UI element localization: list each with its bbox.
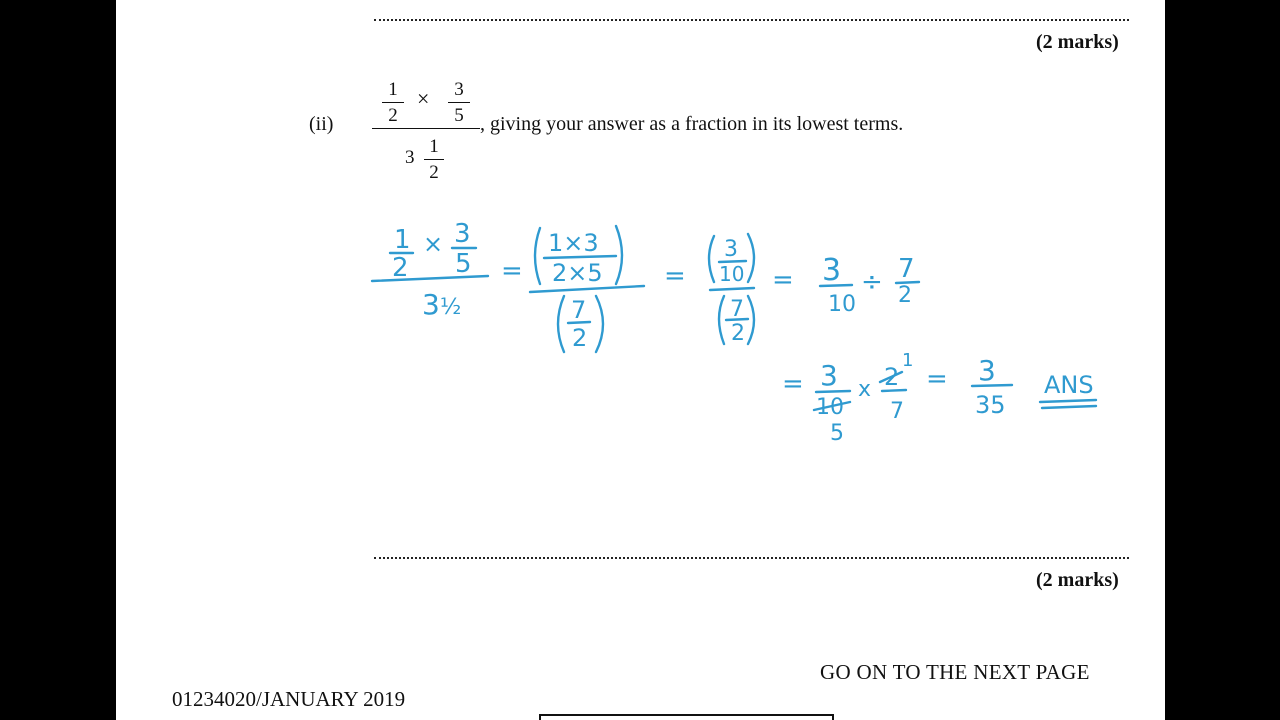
marks-label-top: (2 marks) [1036,31,1119,53]
hw-num-3: 3 [822,253,842,288]
go-on-label: GO ON TO THE NEXT PAGE [820,660,1090,684]
hw-paren [719,296,724,344]
answer-line-bottom [374,557,1129,559]
handwritten-working [116,0,1165,720]
marks-label-bottom: (2 marks) [1036,569,1119,591]
hw-bar [882,390,906,391]
hw-bar [820,285,852,286]
hw-den-7: 7 [890,399,904,424]
hw-result-num: 3 [978,354,996,387]
hw-paren [616,226,622,284]
denominator: 5 [454,105,464,126]
hw-den-5: 5 [830,421,844,446]
hw-half: ½ [440,295,462,320]
hw-paren [558,296,564,352]
hw-bar [726,319,748,320]
question-text: , giving your answer as a fraction in its lowest terms. [480,113,904,135]
hw-paren [748,296,754,344]
hw-bar [972,385,1012,386]
numerator: 1 [429,136,439,157]
hw-den-2: 2 [392,253,409,283]
hw-num-1: 1 [902,350,914,371]
hw-ans: ANS [1044,371,1094,399]
exam-page [116,0,1165,720]
hw-num-3: 3 [724,237,738,262]
numerator: 1 [388,79,398,100]
hw-equals: = [664,261,686,291]
hw-underline [1042,406,1096,408]
hw-times: × [423,230,444,258]
multiply-sign: × [417,86,430,111]
denominator: 2 [388,105,398,126]
numerator: 3 [454,79,464,100]
hw-den-2: 2 [731,321,745,346]
hw-equals: = [926,364,948,394]
hw-den-10: 10 [828,292,856,317]
question-number: (ii) [309,113,334,135]
hw-num-1: 1 [394,225,411,255]
hw-num-7: 7 [898,254,915,284]
hw-times: x [858,377,872,402]
hw-main-bar [710,288,754,290]
hw-num-7: 7 [730,297,744,322]
hw-result-den: 35 [975,391,1006,419]
hw-paren [596,296,603,352]
hw-paren [709,236,714,282]
hw-den-2: 2 [898,283,912,308]
hw-divide: ÷ [861,267,883,297]
hw-equals: = [782,369,804,399]
hw-bar [816,391,850,392]
hw-num-3: 3 [454,219,471,249]
hw-num-2-cancelled: 2 [884,363,900,391]
hw-den-2: 2 [572,324,588,352]
hw-den-10-cancelled: 10 [816,395,844,420]
barcode [539,714,834,720]
hw-paren [535,228,540,284]
hw-equals: = [772,265,794,295]
hw-equals: = [501,256,523,286]
hw-num-7: 7 [571,296,587,324]
hw-num-3: 3 [820,359,838,392]
paper-code: 01234020/JANUARY 2019 [172,687,406,711]
hw-bar [568,322,590,323]
hw-underline [1040,400,1096,402]
hw-paren [748,234,754,282]
hw-den-5: 5 [455,249,472,279]
hw-whole-3: 3 [422,288,440,321]
hw-2x5: 2×5 [552,259,603,287]
denominator: 2 [429,162,439,183]
hw-1x3: 1×3 [548,229,599,257]
mixed-number-whole: 3 [405,147,415,168]
hw-den-10: 10 [719,262,745,286]
